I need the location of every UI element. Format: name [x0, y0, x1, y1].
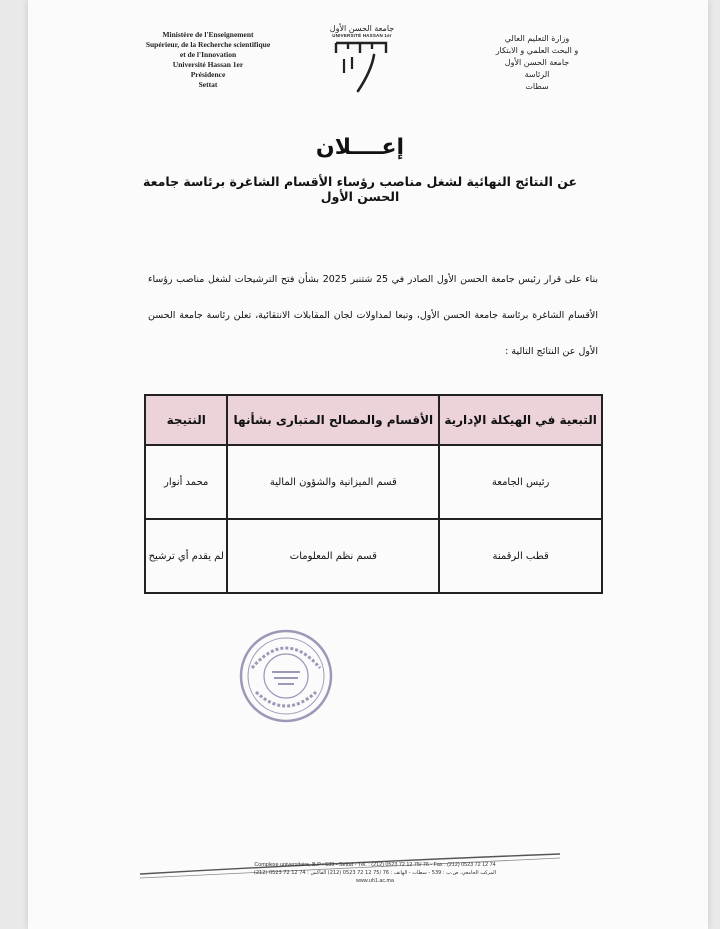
- table-cell: محمد أنوار: [145, 445, 227, 519]
- table-cell: لم يقدم أي ترشيح: [145, 519, 227, 593]
- table-header-cell: التبعية في الهيكلة الإدارية: [439, 395, 602, 445]
- table-cell: قسم الميزانية والشؤون المالية: [227, 445, 439, 519]
- table-cell: قسم نظم المعلومات: [227, 519, 439, 593]
- header-left-line: Université Hassan 1er: [172, 60, 244, 69]
- table-row: [145, 445, 602, 519]
- header-right-line: الرئاسة: [524, 70, 550, 79]
- table-header-cell: الأقسام والمصالح المتبارى بشأنها: [227, 395, 439, 445]
- header-left-line: Supérieur, de la Recherche scientifique: [145, 40, 271, 49]
- results-table: [144, 394, 603, 594]
- header-right-line: و البحث العلمي و الابتكار: [495, 46, 579, 55]
- header-right-arabic: [462, 33, 612, 93]
- header-right-line: سطات: [525, 82, 549, 91]
- stamp-seal-icon: [238, 628, 334, 724]
- footer-line-arabic: المركب الجامعي، ص.ب : 539 - سطات - الهاتف : 76 /75 12 72 0523 (212) الفاكس : 74 12 72 0523 (212): [253, 870, 497, 876]
- logo-latin-text: UNIVERSITÉ HASSAN 1er: [332, 33, 392, 38]
- university-logo: [326, 24, 398, 108]
- header-left-french: [128, 30, 288, 90]
- table-header-row: [145, 395, 602, 445]
- header-right-line: وزارة التعليم العالي: [504, 34, 570, 43]
- footer-contact: [230, 861, 520, 885]
- announcement-body: بناء على قرار رئيس جامعة الحسن الأول الصادر في 25 شتنبر 2025 بشأن فتح الترشيحات لشغل مناصب رؤساء الأقسام الشاغرة برئاسة جامعة الحسن الأول، وتبعا لمداولات لجان المقابلات الانتقائية، تعلن رئاسة جامعة الحسن الأول عن النتائج التالية :: [148, 274, 598, 357]
- header-right-line: جامعة الحسن الأول: [504, 58, 570, 67]
- table-cell: قطب الرقمنة: [439, 519, 602, 593]
- announcement-title: إعــــلان: [315, 135, 405, 160]
- header-left-line: et de l'Innovation: [179, 50, 237, 59]
- official-stamp: [238, 628, 334, 724]
- announcement-subtitle: عن النتائج النهائية لشغل مناصب رؤساء الأقسام الشاغرة برئاسة جامعة الحسن الأول: [143, 174, 577, 204]
- logo-arabic-text: جامعة الحسن الأول: [329, 24, 395, 33]
- university-emblem-icon: [332, 39, 392, 101]
- table-header-cell: النتيجة: [145, 395, 227, 445]
- header-left-line: Settat: [198, 80, 218, 89]
- table-row: [145, 519, 602, 593]
- footer-website: www.uh1.ac.ma: [355, 878, 395, 884]
- footer-line-french: Complexe universitaire, B.P : 539 - Settat - Tél. : (212) 0523 72 12 75/ 76 - Fax : (212) 0523 72 12 74: [254, 862, 496, 868]
- header-left-line: Ministère de l'Enseignement: [162, 30, 254, 39]
- header-left-line: Présidence: [190, 70, 226, 79]
- table-cell: رئيس الجامعة: [439, 445, 602, 519]
